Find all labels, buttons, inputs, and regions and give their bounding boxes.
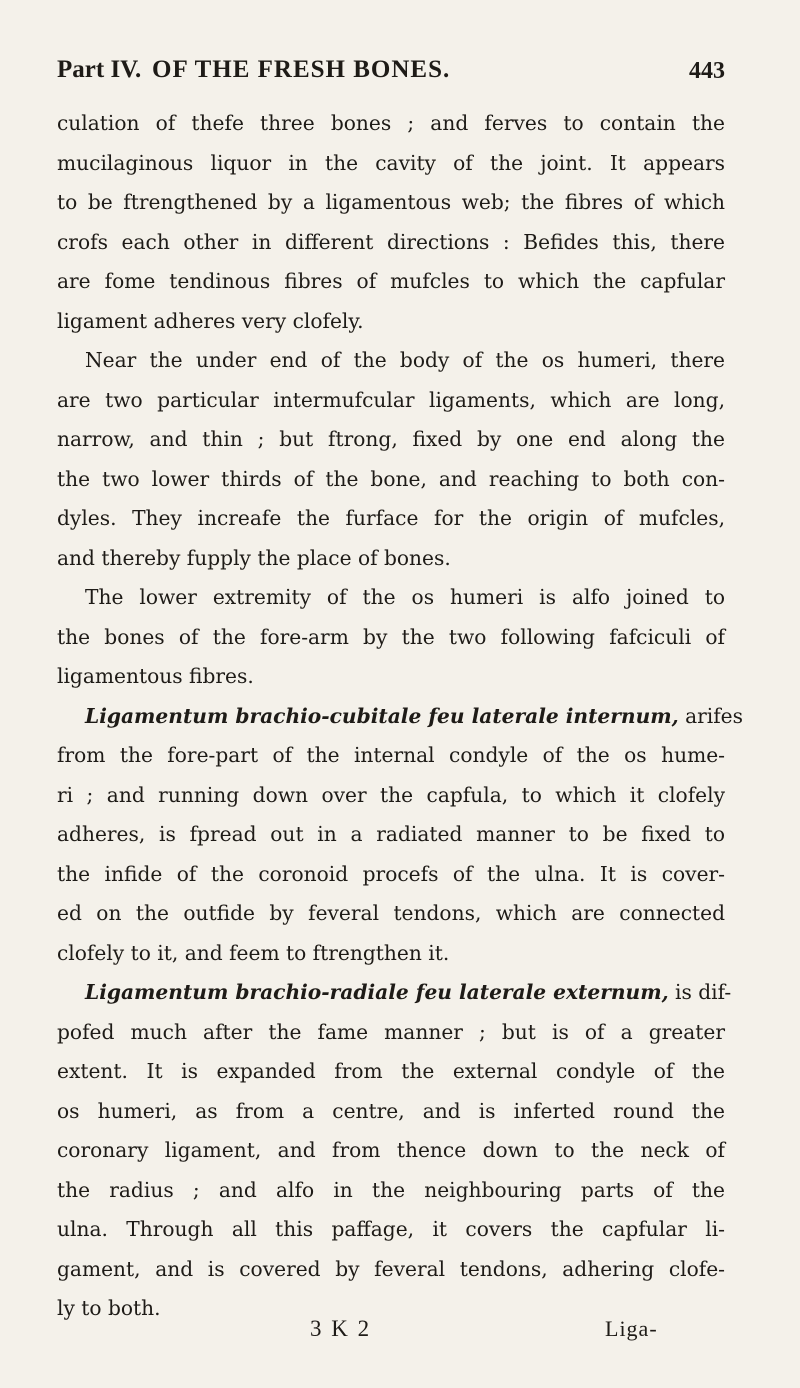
text-line: and thereby fupply the place of bones. <box>57 545 451 570</box>
part-label: Part IV. <box>57 56 142 83</box>
text-line: the bones of the fore-arm by the two following fafciculi of <box>57 624 725 649</box>
text-run: arifes <box>678 703 743 728</box>
text-line: os humeri, as from a centre, and is inferted round the <box>57 1098 725 1123</box>
text-line: to be ftrengthened by a ligamentous web; the fibres of which <box>57 190 725 214</box>
text-line: from the fore-part of the internal condyle of the os hume- <box>57 743 725 767</box>
text-line: ulna. Through all this paffage, it covers the capfular li- <box>57 1217 725 1241</box>
paragraph <box>57 973 732 1329</box>
text-line: are two particular intermufcular ligaments, which are long, <box>57 387 725 412</box>
paragraph <box>57 578 725 697</box>
chapter-title: OF THE FRESH BONES. <box>152 56 451 83</box>
signature-mark: 3 K 2 <box>310 1316 372 1341</box>
text-line <box>57 973 732 1013</box>
text-line: the radius ; and alfo in the neighbouring parts of the <box>57 1177 725 1202</box>
text-line: ly to both. <box>57 1296 161 1320</box>
paragraph <box>57 697 743 974</box>
text-line: narrow, and thin ; but ftrong, fixed by one end along the <box>57 427 725 451</box>
text-line: the two lower thirds of the bone, and reaching to both con- <box>57 466 725 491</box>
text-line: mucilaginous liquor in the cavity of the joint. It appears <box>57 150 725 175</box>
text-line: The lower extremity of the os humeri is alfo joined to <box>85 585 725 609</box>
text-line: coronary ligament, and from thence down to the neck of <box>57 1138 725 1162</box>
page-footer <box>0 1316 800 1356</box>
text-line: ligament adheres very clofely. <box>57 308 364 333</box>
text-line: dyles. They increafe the furface for the origin of mufcles, <box>57 506 725 530</box>
catchword: Liga- <box>605 1316 658 1341</box>
text-line: gament, and is covered by feveral tendons, adhering clofe- <box>57 1256 725 1281</box>
text-line: clofely to it, and feem to ftrengthen it. <box>57 940 450 965</box>
body-text <box>57 104 743 1329</box>
text-line <box>57 697 743 737</box>
ligament-name: Ligamentum brachio-cubitale feu laterale internum, <box>85 703 679 728</box>
text-line: are fome tendinous fibres of mufcles to which the capfular <box>57 269 725 293</box>
text-line: extent. It is expanded from the external condyle of the <box>57 1059 725 1083</box>
text-line: ri ; and running down over the capfula, to which it clofely <box>57 782 725 807</box>
text-line: crofs each other in different directions : Befides this, there <box>57 229 725 254</box>
running-header <box>57 56 725 96</box>
text-line: Near the under end of the body of the os humeri, there <box>85 348 725 372</box>
text-line: adheres, is fpread out in a radiated manner to be fixed to <box>57 822 725 846</box>
text-line: the infide of the coronoid procefs of the ulna. It is cover- <box>57 861 725 886</box>
text-line: ligamentous fibres. <box>57 664 254 688</box>
text-line: ed on the outfide by feveral tendons, which are connected <box>57 901 725 925</box>
page-number: 443 <box>689 58 725 84</box>
paragraph <box>57 341 725 578</box>
ligament-name: Ligamentum brachio-radiale feu laterale externum, <box>85 980 669 1004</box>
text-run: is dif- <box>668 980 732 1004</box>
text-line: pofed much after the fame manner ; but is of a greater <box>57 1019 725 1044</box>
paragraph <box>57 104 725 341</box>
text-line: culation of thefe three bones ; and ferves to contain the <box>57 111 725 135</box>
